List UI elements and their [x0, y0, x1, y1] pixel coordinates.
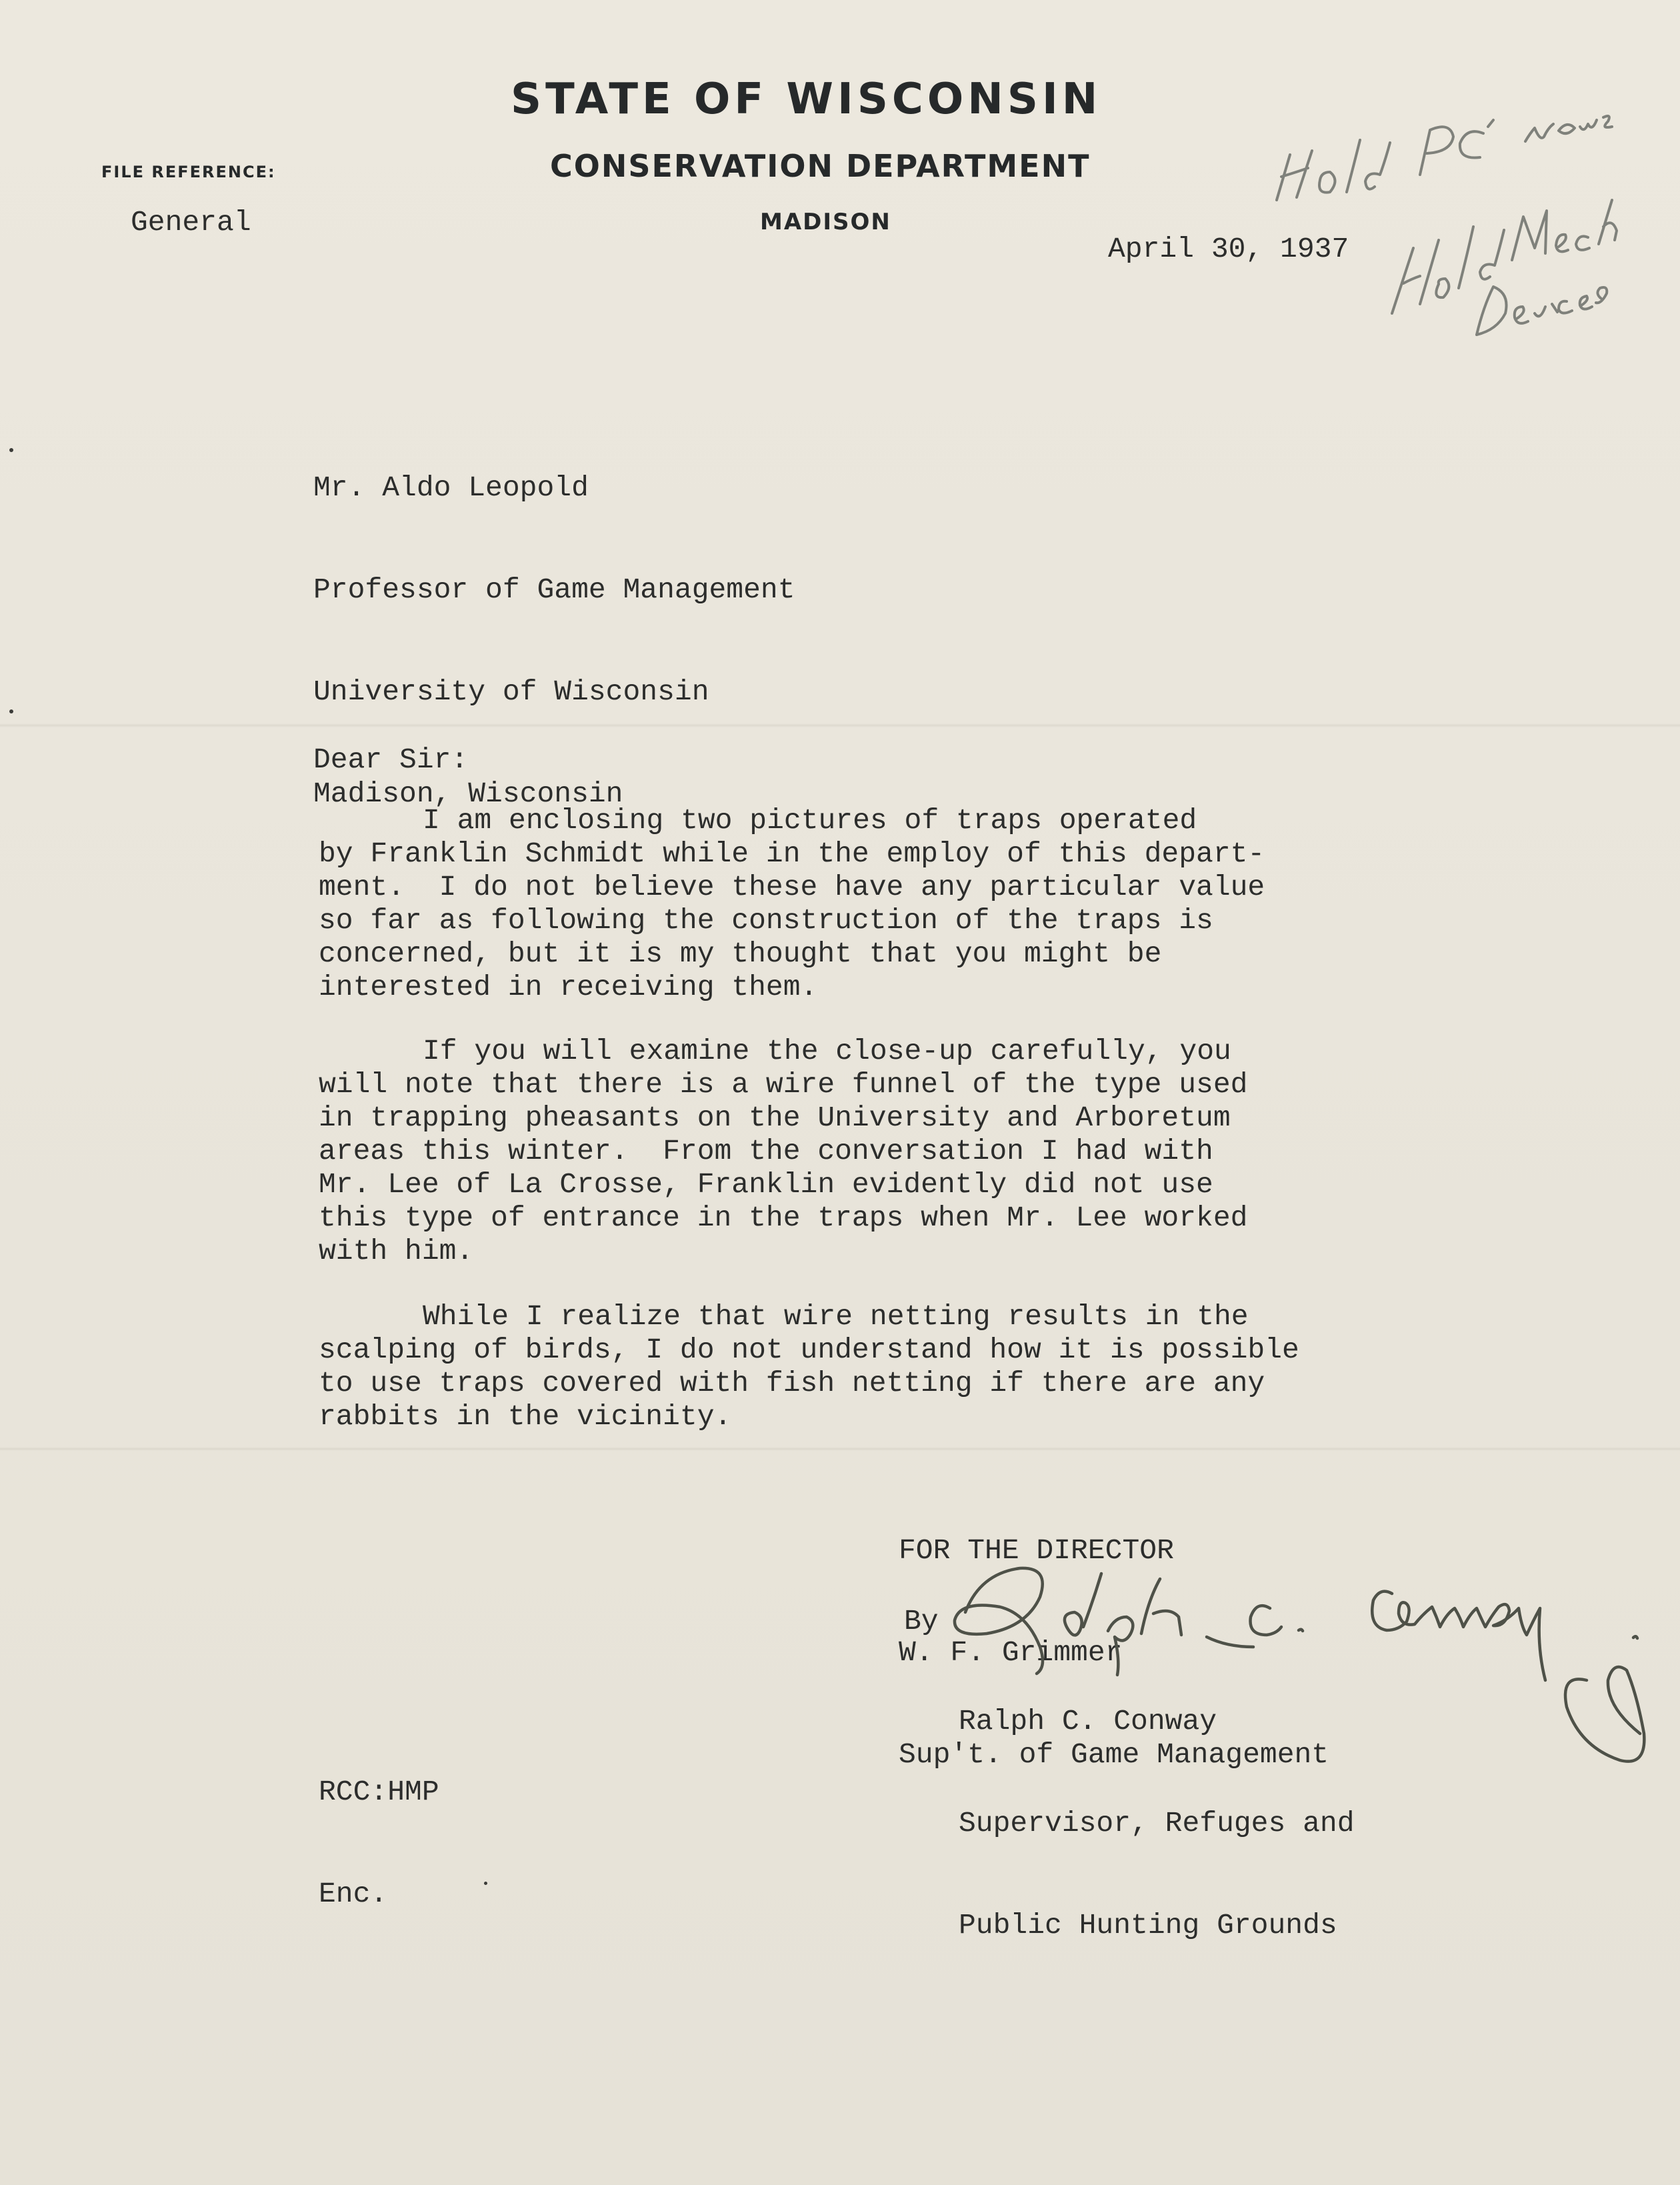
typist-initials: RCC:HMP: [319, 1776, 439, 1808]
file-reference-value: General: [131, 206, 251, 239]
letterhead-department: CONSERVATION DEPARTMENT: [550, 148, 1091, 184]
recipient-organization: University of Wisconsin: [313, 675, 709, 708]
recipient-city: Madison, Wisconsin: [313, 777, 623, 810]
pencil-note-line-2: [1392, 200, 1617, 313]
body-line: will note that there is a wire funnel of the type used: [319, 1068, 1248, 1101]
paper-speck: [9, 709, 13, 713]
body-line: this type of entrance in the traps when Mr. Lee worked: [319, 1202, 1248, 1234]
enclosure-note: Enc.: [319, 1878, 388, 1910]
recipient-title: Professor of Game Management: [313, 573, 795, 606]
pencil-note-line-1: [1277, 116, 1612, 200]
body-paragraph: [319, 1035, 1247, 1268]
signer-title-continued: Public Hunting Grounds: [959, 1909, 1337, 1942]
body-line: areas this winter. From the conversation I had with: [319, 1135, 1213, 1168]
pencil-margin-note: [1277, 116, 1617, 335]
body-line: If you will examine the close-up carefully, you: [423, 1035, 1231, 1067]
body-line: to use traps covered with fish netting if there are any: [319, 1367, 1265, 1400]
closing-line-director-title: Sup't. of Game Management: [899, 1738, 1329, 1771]
body-line: concerned, but it is my thought that you might be: [319, 937, 1162, 970]
salutation: Dear Sir:: [313, 743, 469, 776]
body-line: by Franklin Schmidt while in the employ of this depart-: [319, 837, 1265, 870]
file-reference-label: FILE REFERENCE:: [101, 163, 276, 181]
body-line: While I realize that wire netting results in the: [423, 1300, 1249, 1333]
signer-name: Ralph C. Conway: [959, 1705, 1217, 1738]
signer-block: [959, 1636, 1355, 2010]
letterhead-city: MADISON: [760, 209, 891, 235]
pencil-note-line-3: [1477, 287, 1607, 335]
paper-speck: [484, 1882, 487, 1885]
body-line: so far as following the construction of the traps is: [319, 904, 1213, 937]
letter-date: April 30, 1937: [1108, 233, 1349, 265]
body-line: scalping of birds, I do not understand how it is possible: [319, 1334, 1299, 1366]
body-line: Mr. Lee of La Crosse, Franklin evidently did not use: [319, 1168, 1213, 1201]
body-paragraph: [319, 804, 1265, 1004]
paper-fold-line: [0, 723, 1680, 727]
letterhead-title: STATE OF WISCONSIN: [511, 75, 1102, 124]
body-line: in trapping pheasants on the University and Arboretum: [319, 1102, 1231, 1134]
paper-fold-line: [0, 1447, 1680, 1451]
body-line: I am enclosing two pictures of traps operated: [423, 804, 1197, 837]
closing-line-for-director: FOR THE DIRECTOR: [899, 1534, 1174, 1567]
body-line: with him.: [319, 1235, 474, 1268]
closing-line-director-name: W. F. Grimmer: [899, 1636, 1123, 1669]
paper-speck: [9, 448, 13, 452]
body-line: interested in receiving them.: [319, 971, 818, 1003]
by-label: By: [904, 1605, 939, 1638]
recipient-name: Mr. Aldo Leopold: [313, 471, 589, 504]
body-line: ment. I do not believe these have any particular value: [319, 871, 1265, 903]
signer-title: Supervisor, Refuges and: [959, 1807, 1355, 1840]
body-paragraph: [319, 1300, 1299, 1434]
reference-initials: [319, 1707, 439, 1979]
body-line: rabbits in the vicinity.: [319, 1400, 732, 1433]
